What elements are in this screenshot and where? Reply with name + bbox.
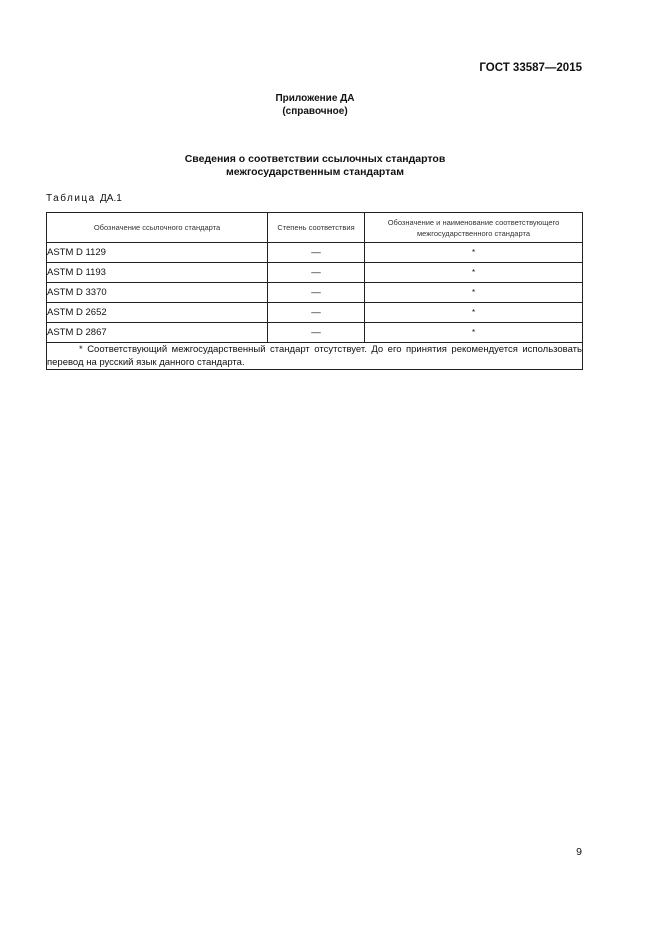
cell-standard: ASTM D 1193 — [47, 263, 268, 283]
cell-degree: — — [268, 263, 365, 283]
table-row — [47, 263, 583, 283]
section-title-line-1: Сведения о соответствии ссылочных стандартов — [184, 153, 446, 165]
table-row — [47, 303, 583, 323]
standards-table — [46, 212, 583, 370]
table-row — [47, 323, 583, 343]
cell-interstate: * — [365, 303, 583, 323]
header-interstate-standard: Обозначение и наименование соответствующего межгосударственного стандарта — [365, 213, 583, 243]
cell-standard: ASTM D 1129 — [47, 243, 268, 263]
cell-degree: — — [268, 283, 365, 303]
table-footnote-row — [47, 343, 583, 370]
table-caption-label: Таблица — [46, 193, 96, 204]
table-row — [47, 283, 583, 303]
header-reference-standard: Обозначение ссылочного стандарта — [47, 213, 268, 243]
cell-standard: ASTM D 3370 — [47, 283, 268, 303]
cell-degree: — — [268, 243, 365, 263]
table-header-row — [47, 213, 583, 243]
cell-degree: — — [268, 323, 365, 343]
cell-standard: ASTM D 2652 — [47, 303, 268, 323]
cell-interstate: * — [365, 263, 583, 283]
section-title-line-2: межгосударственным стандартам — [226, 166, 404, 178]
table-footnote: * Соответствующий межгосударственный стандарт отсутствует. До его принятия рекомендуется использовать перевод на русский язык данного стандарта. — [47, 344, 582, 368]
page-number: 9 — [576, 846, 582, 858]
appendix-heading — [215, 92, 415, 118]
header-degree-of-conformity: Степень соответствия — [268, 213, 365, 243]
cell-interstate: * — [365, 243, 583, 263]
cell-interstate: * — [365, 323, 583, 343]
appendix-title: Приложение ДА — [275, 93, 355, 104]
cell-interstate: * — [365, 283, 583, 303]
table-caption-number: ДА.1 — [100, 193, 122, 204]
document-code: ГОСТ 33587—2015 — [479, 62, 582, 74]
table-caption — [46, 193, 122, 204]
section-title — [120, 153, 510, 179]
cell-degree: — — [268, 303, 365, 323]
appendix-subtitle: (справочное) — [282, 106, 348, 117]
table-row — [47, 243, 583, 263]
cell-standard: ASTM D 2867 — [47, 323, 268, 343]
